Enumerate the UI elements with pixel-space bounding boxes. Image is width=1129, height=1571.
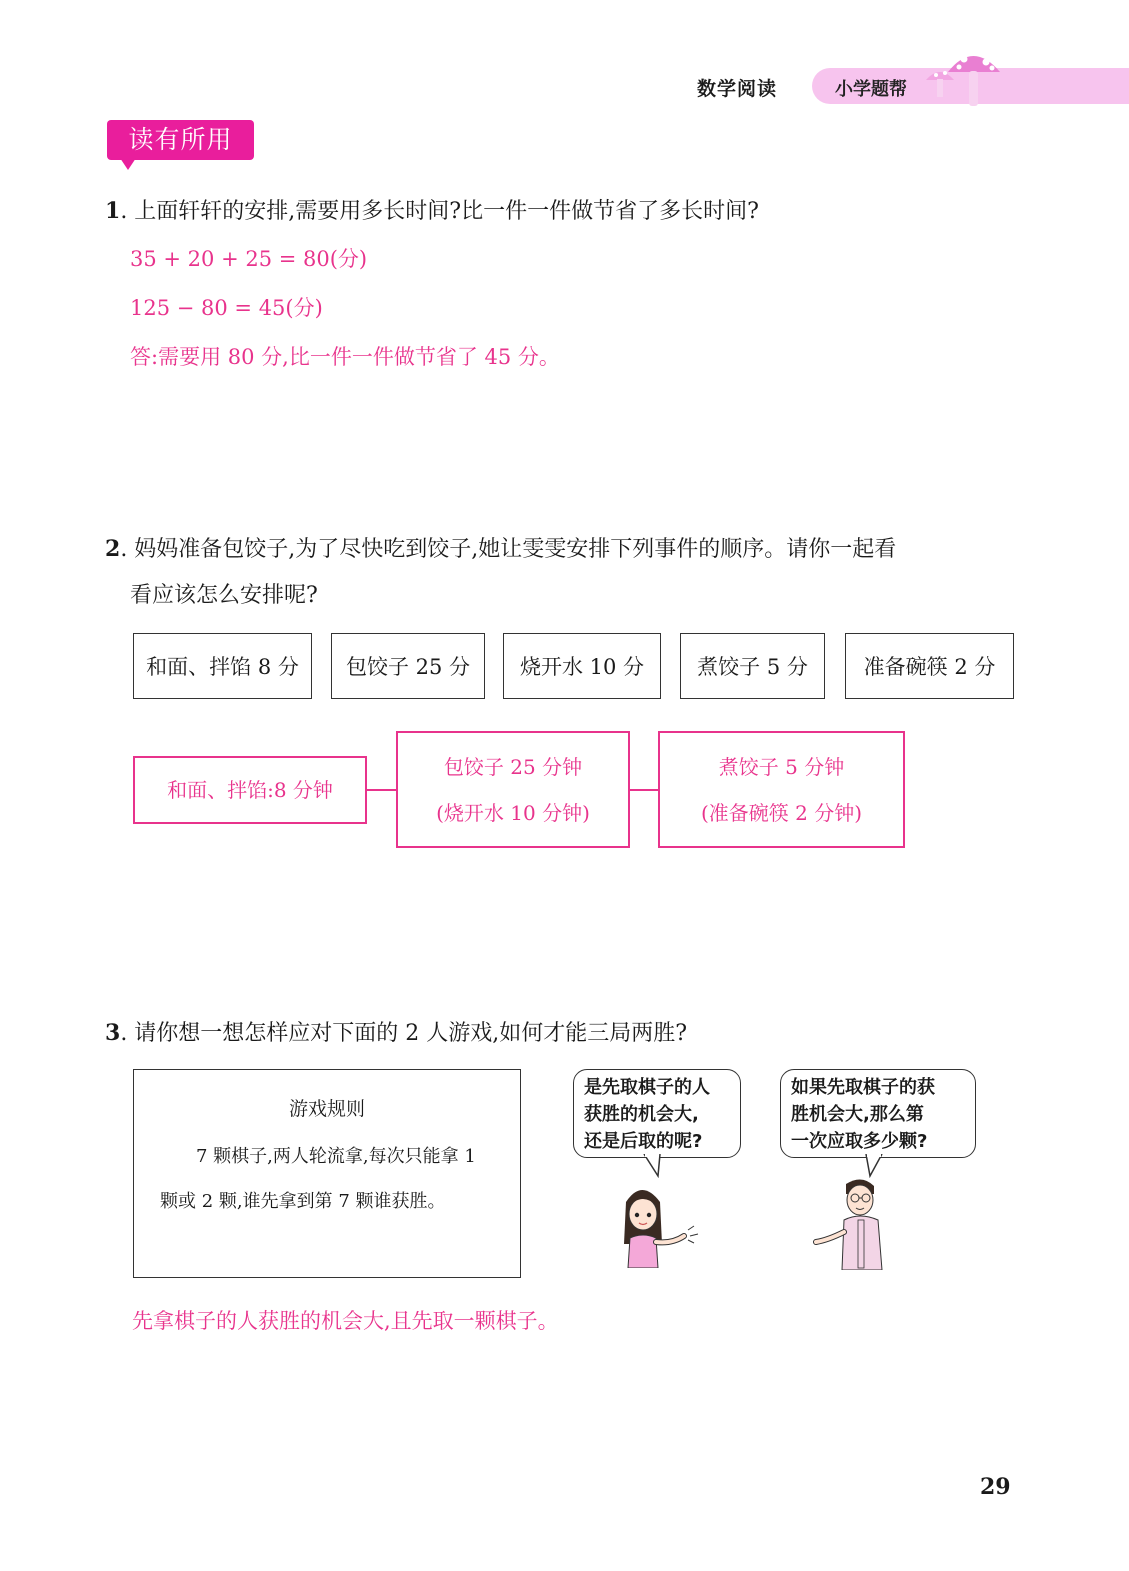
plan-box-text: 包饺子 25 分钟 [443,754,583,779]
question-text: . 请你想一想怎样应对下面的 2 人游戏,如何才能三局两胜? [120,1021,688,1046]
plan-box-3 [658,731,905,848]
q1-answer-line-3: 答:需要用 80 分,比一件一件做节省了 45 分。 [130,345,560,369]
plan-connector [630,789,658,791]
step-box: 准备碗筷 2 分 [845,633,1014,699]
q1-answer-line-1: 35 + 20 + 25 = 80(分) [130,247,368,271]
girl-illustration-icon [612,1182,704,1268]
rules-title: 游戏规则 [288,1098,365,1120]
bubble-line: 获胜的机会大, [584,1104,699,1125]
question-1 [105,188,759,235]
step-box: 煮饺子 5 分 [680,633,825,699]
speech-bubble-man [780,1069,976,1158]
man-illustration-icon [812,1176,896,1270]
bubble-line: 如果先取棋子的获 [791,1077,935,1098]
plan-connector [367,789,396,791]
question-number: 2 [105,536,121,562]
header-brand: 小学题帮 [835,79,907,100]
plan-box-text: (准备碗筷 2 分钟) [700,800,863,825]
section-tag-tip [120,158,136,170]
bubble-tail-icon [640,1154,670,1178]
game-rules-box [133,1069,521,1278]
plan-box-text: 和面、拌馅:8 分钟 [167,778,333,802]
question-3 [105,1010,687,1057]
rules-text: 7 颗棋子,两人轮流拿,每次只能拿 1 颗或 2 颗,谁先拿到第 7 颗谁获胜。 [160,1146,476,1212]
bubble-line: 一次应取多少颗? [791,1131,928,1152]
q3-answer: 先拿棋子的人获胜的机会大,且先取一颗棋子。 [132,1309,559,1333]
question-2-line-2: 看应该怎么安排呢? [130,583,318,608]
question-number: 3 [105,1020,121,1046]
bubble-line: 胜机会大,那么第 [791,1104,924,1125]
question-text: . 上面轩轩的安排,需要用多长时间?比一件一件做节省了多长时间? [120,199,759,224]
question-2 [105,526,896,573]
question-number: 1 [105,198,121,224]
bubble-line: 是先取棋子的人 [584,1077,710,1098]
step-box: 和面、拌馅 8 分 [133,633,312,699]
bubble-line: 还是后取的呢? [584,1131,703,1152]
question-text: . 妈妈准备包饺子,为了尽快吃到饺子,她让雯雯安排下列事件的顺序。请你一起看 [120,537,897,562]
q1-answer-line-2: 125 − 80 = 45(分) [130,296,323,320]
section-tag: 读有所用 [107,120,254,160]
plan-box-text: 煮饺子 5 分钟 [718,754,845,779]
speech-bubble-girl [573,1069,741,1158]
header-title: 数学阅读 [697,78,778,100]
plan-box-text: (烧开水 10 分钟) [436,800,590,825]
page-number: 29 [980,1474,1011,1500]
bubble-tail-icon [860,1154,890,1178]
step-box: 包饺子 25 分 [331,633,485,699]
step-box: 烧开水 10 分 [503,633,661,699]
mushroom-icon [918,42,1008,112]
plan-box-1 [133,756,367,824]
plan-box-2 [396,731,630,848]
